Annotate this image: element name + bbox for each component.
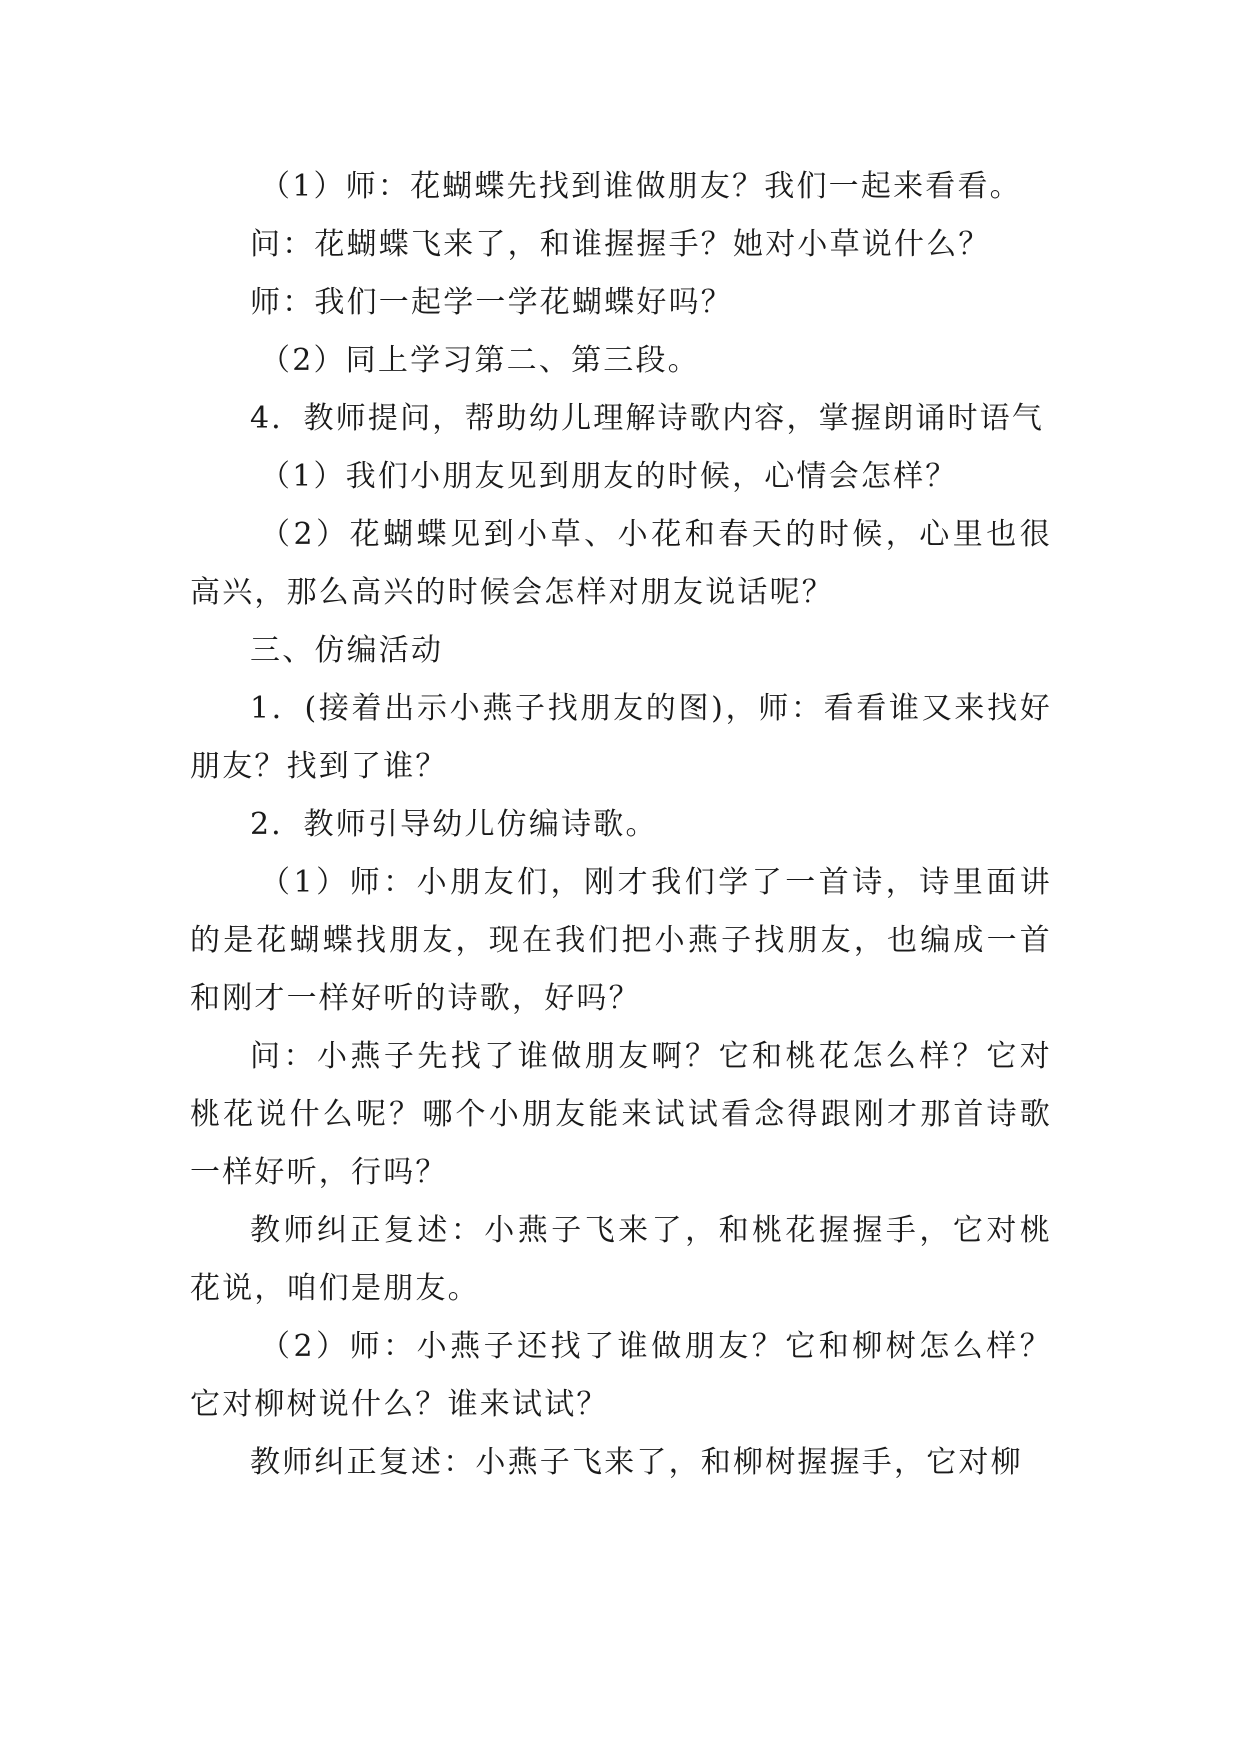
paragraph-2: 问：花蝴蝶飞来了，和谁握握手？她对小草说什么？ <box>250 227 991 262</box>
document-body <box>190 158 1052 1492</box>
paragraph-4: （2）同上学习第二、第三段。 <box>260 343 700 378</box>
paragraph-13: 教师纠正复述：小燕子飞来了，和桃花握握手，它对桃花说，咱们是朋友。 <box>190 1213 1052 1306</box>
paragraph-12: 问：小燕子先找了谁做朋友啊？它和桃花怎么样？它对桃花说什么呢？哪个小朋友能来试试看念得跟刚才那首诗歌一样好听，行吗？ <box>190 1039 1052 1190</box>
paragraph-7: （2）花蝴蝶见到小草、小花和春天的时候，心里也很高兴，那么高兴的时候会怎样对朋友说话呢？ <box>190 517 1052 610</box>
paragraph-3: 师：我们一起学一学花蝴蝶好吗？ <box>250 285 733 320</box>
paragraph-11: （1）师：小朋友们，刚才我们学了一首诗，诗里面讲的是花蝴蝶找朋友，现在我们把小燕子找朋友，也编成一首和刚才一样好听的诗歌，好吗？ <box>190 865 1052 1016</box>
paragraph-10: 2．教师引导幼儿仿编诗歌。 <box>250 807 658 842</box>
section-heading: 三、仿编活动 <box>250 633 444 668</box>
paragraph-1: （1）师：花蝴蝶先找到谁做朋友？我们一起来看看。 <box>260 169 1022 204</box>
paragraph-6: （1）我们小朋友见到朋友的时候，心情会怎样？ <box>260 459 958 494</box>
paragraph-15: 教师纠正复述：小燕子飞来了，和柳树握握手，它对柳 <box>250 1445 1023 1480</box>
paragraph-5: 4．教师提问，帮助幼儿理解诗歌内容，掌握朗诵时语气 <box>250 401 1045 436</box>
paragraph-9: 1．(接着出示小燕子找朋友的图)，师：看看谁又来找好朋友？找到了谁？ <box>190 691 1052 784</box>
paragraph-14: （2）师：小燕子还找了谁做朋友？它和柳树怎么样？它对柳树说什么？谁来试试？ <box>190 1329 1052 1422</box>
